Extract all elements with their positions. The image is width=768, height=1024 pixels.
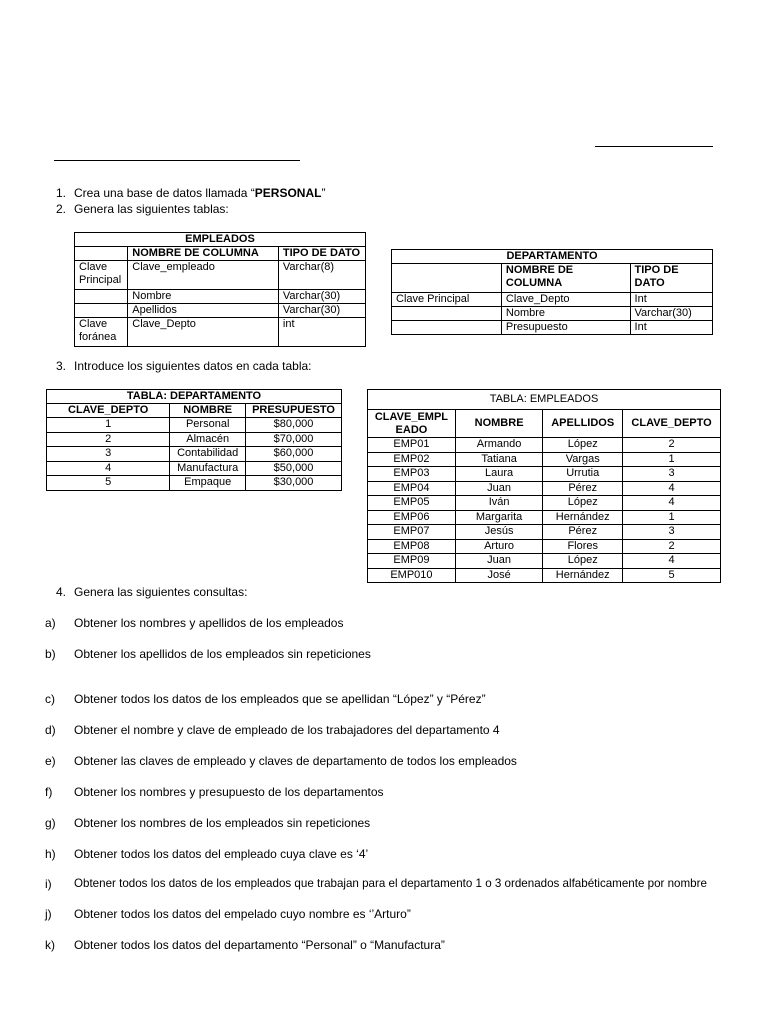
- table-cell: Pérez: [543, 481, 623, 496]
- query-text: Obtener todos los datos del empelado cuyo nombre es ‘’Arturo”: [74, 907, 411, 921]
- table-cell: 4: [623, 554, 721, 569]
- table-row: [368, 481, 721, 496]
- table-cell: EMP02: [368, 452, 456, 467]
- instruction-text: Genera las siguientes consultas:: [74, 585, 248, 599]
- table-row: [75, 290, 366, 304]
- table-cell: 1: [47, 418, 170, 433]
- table-cell: 2: [623, 539, 721, 554]
- table-cell: EMP05: [368, 496, 456, 511]
- query-text: Obtener los nombres y presupuesto de los departamentos: [74, 785, 384, 799]
- table-row: [368, 525, 721, 540]
- column-name-cell: Clave_Depto: [501, 293, 630, 307]
- column-header: TIPO DE DATO: [630, 264, 712, 293]
- table-cell: Laura: [455, 467, 542, 482]
- table-cell: López: [543, 554, 623, 569]
- query-label: g): [45, 816, 56, 830]
- table-cell: EMP06: [368, 510, 456, 525]
- table-row: [47, 476, 342, 491]
- table-row: [75, 304, 366, 318]
- table-cell: Armando: [455, 438, 542, 453]
- table-row: [368, 568, 721, 583]
- table-cell: Urrutia: [543, 467, 623, 482]
- table-cell: 2: [623, 438, 721, 453]
- data-empleados-table: [367, 389, 721, 583]
- name-blank-line: [595, 146, 713, 147]
- query-label: b): [45, 647, 56, 661]
- table-cell: Flores: [543, 539, 623, 554]
- table-cell: López: [543, 438, 623, 453]
- data-type-cell: Varchar(30): [630, 307, 712, 321]
- data-type-cell: Int: [630, 293, 712, 307]
- group-blank-line: [54, 160, 300, 161]
- table-row: [47, 432, 342, 447]
- table-cell: EMP010: [368, 568, 456, 583]
- column-header: CLAVE_DEPTO: [623, 410, 721, 438]
- table-cell: 3: [623, 525, 721, 540]
- table-cell: 3: [47, 447, 170, 462]
- query-text: Obtener los nombres y apellidos de los empleados: [74, 616, 344, 630]
- key-cell: [392, 307, 502, 321]
- table-cell: José: [455, 568, 542, 583]
- table-row: [392, 321, 713, 335]
- table-row: [368, 539, 721, 554]
- query-label: c): [45, 692, 55, 706]
- key-cell: Clave Principal: [392, 293, 502, 307]
- query-text: Obtener los nombres de los empleados sin repeticiones: [74, 816, 371, 830]
- table-row: [368, 438, 721, 453]
- table-title: EMPLEADOS: [75, 233, 366, 247]
- table-cell: EMP03: [368, 467, 456, 482]
- column-name-cell: Presupuesto: [501, 321, 630, 335]
- instruction-number: 3.: [55, 359, 66, 373]
- data-departamento-table: [46, 389, 342, 491]
- table-row: [75, 261, 366, 290]
- table-cell: 5: [47, 476, 170, 491]
- query-label: a): [45, 616, 56, 630]
- table-cell: $60,000: [246, 447, 342, 462]
- instruction-number: 2.: [55, 202, 66, 216]
- table-cell: Vargas: [543, 452, 623, 467]
- query-label: j): [45, 907, 52, 921]
- data-type-cell: int: [278, 318, 365, 347]
- table-cell: $30,000: [246, 476, 342, 491]
- column-header: TIPO DE DATO: [278, 247, 365, 261]
- key-cell: [392, 321, 502, 335]
- table-row: [47, 418, 342, 433]
- data-type-cell: Int: [630, 321, 712, 335]
- table-cell: Contabilidad: [170, 447, 246, 462]
- table-cell: Arturo: [455, 539, 542, 554]
- table-cell: 1: [623, 510, 721, 525]
- table-cell: EMP01: [368, 438, 456, 453]
- column-header: NOMBRE: [455, 410, 542, 438]
- key-cell: [75, 304, 128, 318]
- key-cell: [75, 290, 128, 304]
- query-text: Obtener todos los datos del departamento “Personal” o “Manufactura”: [74, 938, 445, 952]
- table-cell: Pérez: [543, 525, 623, 540]
- query-text: Obtener las claves de empleado y claves de departamento de todos los empleados: [74, 754, 517, 768]
- table-cell: 1: [623, 452, 721, 467]
- table-title: TABLA: DEPARTAMENTO: [47, 390, 342, 404]
- table-row: [392, 307, 713, 321]
- schema-departamento-table: [391, 249, 713, 335]
- query-label: d): [45, 723, 56, 737]
- table-cell: 3: [623, 467, 721, 482]
- column-header: CLAVE_DEPTO: [47, 404, 170, 418]
- table-cell: EMP07: [368, 525, 456, 540]
- table-cell: Margarita: [455, 510, 542, 525]
- instruction-number: 1.: [55, 186, 66, 200]
- query-label: h): [45, 847, 56, 861]
- query-text: Obtener los apellidos de los empleados sin repeticiones: [74, 647, 371, 661]
- table-row: [368, 496, 721, 511]
- query-label: k): [45, 938, 55, 952]
- table-cell: 4: [623, 496, 721, 511]
- table-cell: Jesús: [455, 525, 542, 540]
- column-name-cell: Nombre: [501, 307, 630, 321]
- data-empleados-body: [368, 438, 721, 583]
- column-header: NOMBRE: [170, 404, 246, 418]
- table-cell: EMP08: [368, 539, 456, 554]
- query-text: Obtener todos los datos de los empleados que se apellidan “López” y “Pérez”: [74, 692, 486, 706]
- column-name-cell: Clave_empleado: [128, 261, 279, 290]
- table-row: [368, 452, 721, 467]
- table-cell: Manufactura: [170, 461, 246, 476]
- column-name-cell: Clave_Depto: [128, 318, 279, 347]
- data-type-cell: Varchar(8): [278, 261, 365, 290]
- table-cell: López: [543, 496, 623, 511]
- query-text: Obtener el nombre y clave de empleado de los trabajadores del departamento 4: [74, 723, 500, 737]
- table-cell: EMP04: [368, 481, 456, 496]
- table-cell: Juan: [455, 554, 542, 569]
- query-label: i): [45, 877, 52, 891]
- query-label: e): [45, 754, 56, 768]
- data-departamento-body: [47, 418, 342, 491]
- table-row: [392, 293, 713, 307]
- table-row: [75, 318, 366, 347]
- table-cell: Iván: [455, 496, 542, 511]
- table-cell: $50,000: [246, 461, 342, 476]
- table-cell: Tatiana: [455, 452, 542, 467]
- table-cell: $80,000: [246, 418, 342, 433]
- column-header: CLAVE_EMPL EADO: [368, 410, 456, 438]
- query-text: Obtener todos los datos del empleado cuya clave es ‘4’: [74, 847, 369, 861]
- data-type-cell: Varchar(30): [278, 304, 365, 318]
- database-name: PERSONAL: [254, 186, 322, 200]
- key-cell: Clave Principal: [75, 261, 128, 290]
- key-cell: Clave foránea: [75, 318, 128, 347]
- table-row: [368, 554, 721, 569]
- table-cell: EMP09: [368, 554, 456, 569]
- table-row: [368, 510, 721, 525]
- table-cell: Empaque: [170, 476, 246, 491]
- column-header: NOMBRE DE COLUMNA: [501, 264, 630, 293]
- table-cell: Hernández: [543, 510, 623, 525]
- query-text: Obtener todos los datos de los empleados que trabajan para el departamento 1 o 3 ordenados alfabéticamente por nombre: [74, 877, 707, 890]
- schema-empleados-table: [74, 232, 366, 347]
- column-name-cell: Apellidos: [128, 304, 279, 318]
- table-cell: 4: [623, 481, 721, 496]
- column-header: NOMBRE DE COLUMNA: [128, 247, 279, 261]
- column-header: APELLIDOS: [543, 410, 623, 438]
- table-cell: Juan: [455, 481, 542, 496]
- table-cell: $70,000: [246, 432, 342, 447]
- table-title: DEPARTAMENTO: [392, 250, 713, 264]
- instruction-text: Crea una base de datos llamada “: [74, 186, 255, 200]
- table-cell: 4: [47, 461, 170, 476]
- instruction-text: Introduce los siguientes datos en cada tabla:: [74, 359, 312, 373]
- column-name-cell: Nombre: [128, 290, 279, 304]
- table-cell: Almacén: [170, 432, 246, 447]
- table-row: [47, 461, 342, 476]
- column-header: PRESUPUESTO: [246, 404, 342, 418]
- data-type-cell: Varchar(30): [278, 290, 365, 304]
- query-label: f): [45, 785, 53, 799]
- instruction-text: Genera las siguientes tablas:: [74, 202, 229, 216]
- table-cell: 5: [623, 568, 721, 583]
- instruction-text-end: ”: [321, 186, 326, 200]
- instruction-number: 4.: [55, 585, 66, 599]
- table-cell: Hernández: [543, 568, 623, 583]
- table-title: TABLA: EMPLEADOS: [368, 390, 721, 410]
- table-row: [368, 467, 721, 482]
- table-cell: 2: [47, 432, 170, 447]
- table-row: [47, 447, 342, 462]
- table-cell: Personal: [170, 418, 246, 433]
